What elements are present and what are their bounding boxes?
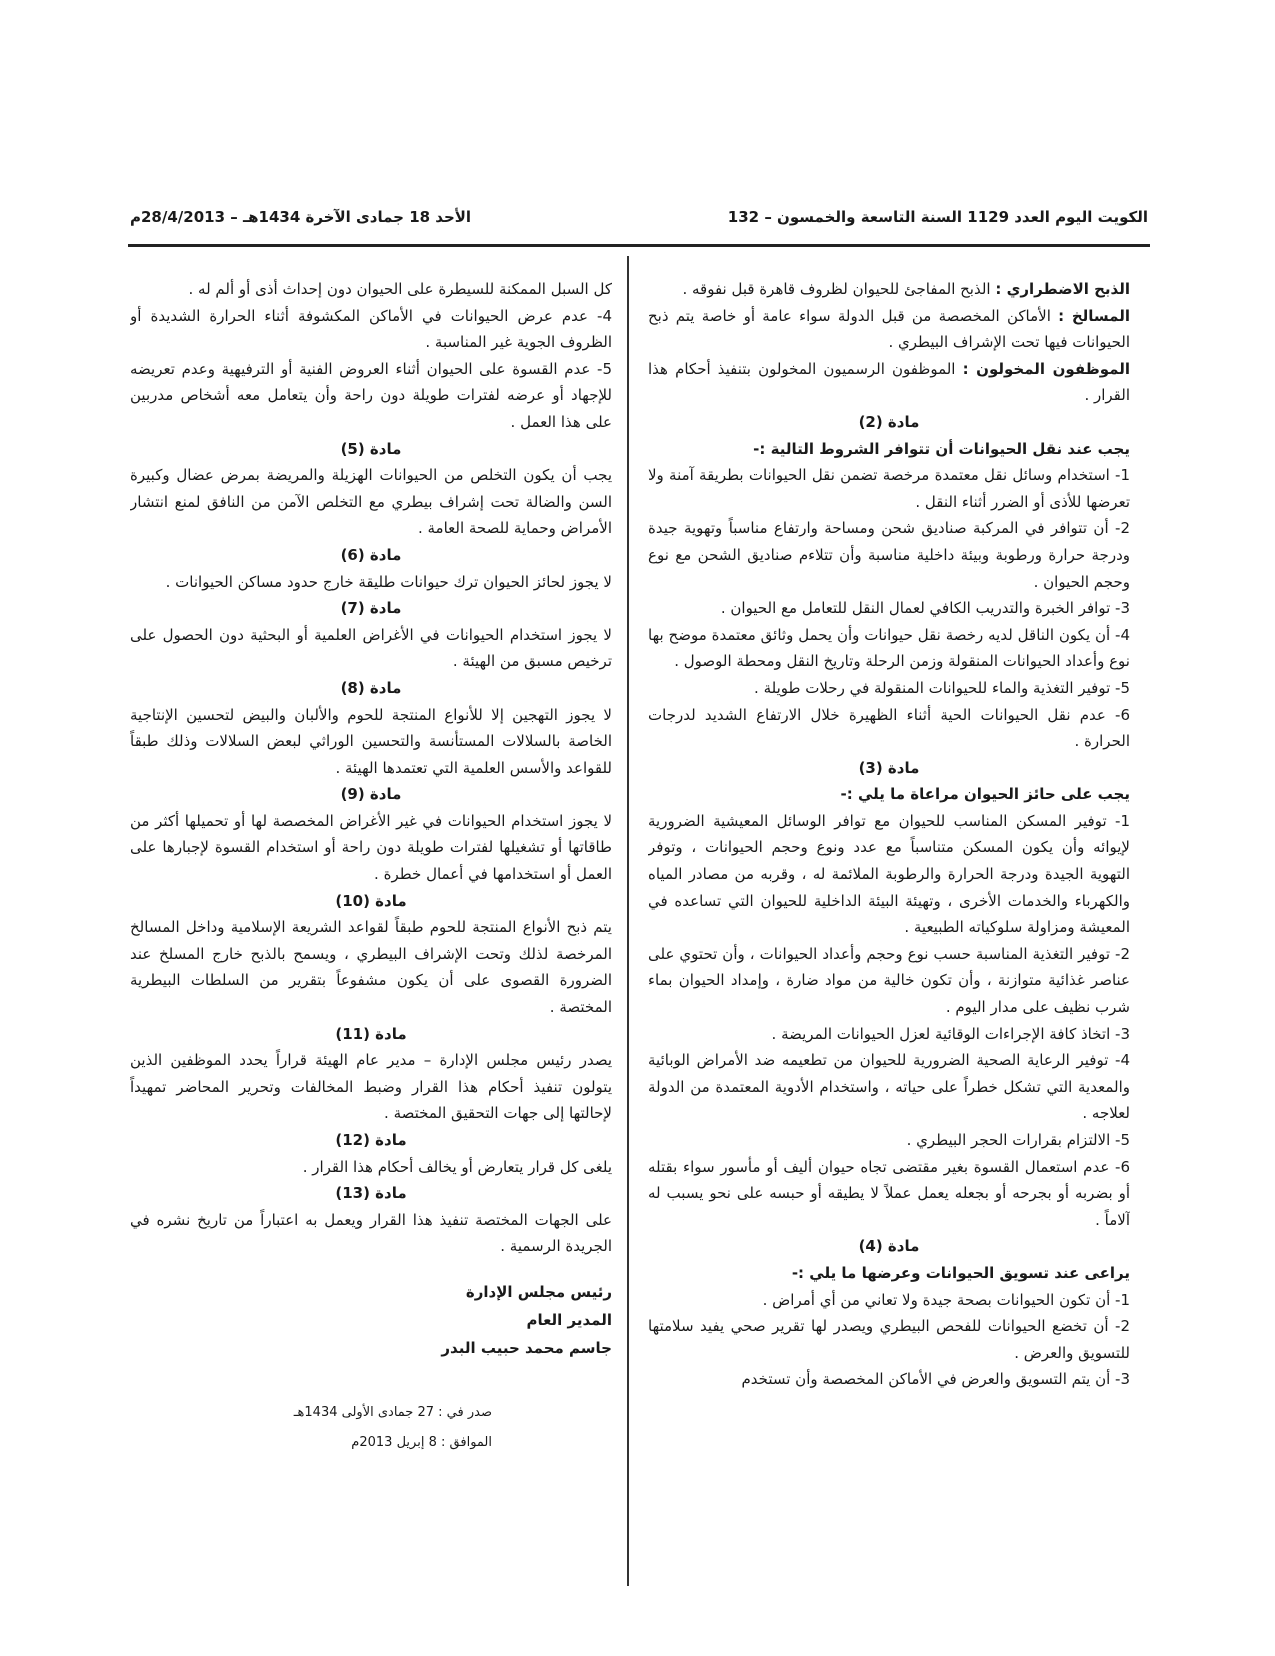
right-column bbox=[648, 276, 1130, 1656]
article-11-text: يصدر رئيس مجلس الإدارة – مدير عام الهيئة قراراً يحدد الموظفين الذين يتولون تنفيذ أحكام هذا القرار وضبط المخالفات وتحرير المحاضر تمهيداً لإحالتها إلى جهات التحقيق المختصة . bbox=[130, 1051, 612, 1123]
article-2-item: 5- توفير التغذية والماء للحيوانات المنقولة في رحلات طويلة . bbox=[754, 678, 1130, 697]
article-4-item: 5- عدم القسوة على الحيوان أثناء العروض الفنية أو الترفيهية وعدم تعريضه للإجهاد أو عرضه لفترات طويلة دون راحة وأن يتعامل معه أشخاص مدربين على هذا العمل . bbox=[130, 359, 612, 431]
issue-date-block bbox=[130, 1398, 612, 1458]
article-8-title: مادة (8) bbox=[340, 678, 402, 697]
article-9-text: لا يجوز استخدام الحيوانات في غير الأغراض المخصصة لها أو تحميلها أكثر من طاقاتها أو تشغيلها لفترات طويلة دون راحة أو استخدام القسوة لإجبارها على العمل أو استخدامها في أعمال خطرة . bbox=[130, 811, 612, 884]
article-3-item: 6- عدم استعمال القسوة بغير مقتضى تجاه حيوان أليف أو مأسور سواء بقتله أو بضربه أو بجرحه أو بجعله يعمل عملاً لا يطيقه أو حبسه على نحو يسبب له آلاماً . bbox=[648, 1157, 1130, 1229]
article-4-intro: يراعى عند تسويق الحيوانات وعرضها ما يلي :- bbox=[791, 1263, 1130, 1282]
article-2-item: 6- عدم نقل الحيوانات الحية أثناء الظهيرة خلال الارتفاع الشديد لدرجات الحرارة . bbox=[648, 705, 1130, 751]
header-date: الأحد 18 جمادى الآخرة 1434هـ – 28/4/2013م bbox=[130, 208, 472, 226]
article-12-text: يلغى كل قرار يتعارض أو يخالف أحكام هذا القرار . bbox=[302, 1157, 612, 1176]
article-3-title: مادة (3) bbox=[858, 758, 920, 777]
header-issue-info: الكويت اليوم العدد 1129 السنة التاسعة والخمسون – 132 bbox=[727, 208, 1148, 226]
article-6-text: لا يجوز لحائز الحيوان ترك حيوانات طليقة خارج حدود مساكن الحيوانات . bbox=[165, 572, 612, 591]
definition-term: المسالخ : bbox=[1058, 306, 1130, 325]
article-12-title: مادة (12) bbox=[335, 1131, 407, 1149]
article-2-item: 2- أن تتوافر في المركبة صناديق شحن ومساحة وارتفاع مناسباً وتهوية جيدة ودرجة حرارة ورطوبة وبيئة داخلية مناسبة وأن تتلاءم صناديق الشحن مع نوع وحجم الحيوان . bbox=[648, 519, 1130, 591]
article-4-item: 4- عدم عرض الحيوانات في الأماكن المكشوفة أثناء الحرارة الشديدة أو الظروف الجوية غير المناسبة . bbox=[130, 306, 612, 352]
definition-text: الأماكن المخصصة من قبل الدولة سواء عامة أو خاصة يتم ذبح الحيوانات فيها تحت الإشراف البيطري . bbox=[648, 306, 1130, 352]
article-10-title: مادة (10) bbox=[335, 891, 407, 910]
definition bbox=[648, 303, 1130, 356]
definition-text: الموظفون الرسميون المخولون بتنفيذ أحكام هذا القرار . bbox=[648, 359, 1130, 405]
left-column bbox=[130, 276, 612, 1656]
definition-text: الذبح المفاجئ للحيوان لظروف قاهرة قبل نفوقه . bbox=[682, 280, 991, 298]
article-3-intro: يجب على حائز الحيوان مراعاة ما يلي :- bbox=[840, 785, 1130, 804]
issued-hijri: صدر في : 27 جمادى الأولى 1434هـ bbox=[293, 1404, 492, 1420]
article-4-continuation: كل السبل الممكنة للسيطرة على الحيوان دون إحداث أذى أو ألم له . bbox=[188, 280, 612, 298]
article-2-item: 3- توافر الخبرة والتدريب الكافي لعمال النقل للتعامل مع الحيوان . bbox=[720, 599, 1130, 618]
article-3-item: 3- اتخاذ كافة الإجراءات الوقائية لعزل الحيوانات المريضة . bbox=[771, 1024, 1130, 1043]
article-3-item: 5- الالتزام بقرارات الحجر البيطري . bbox=[906, 1131, 1130, 1149]
article-3-item: 1- توفير المسكن المناسب للحيوان مع توافر الوسائل المعيشية الضرورية لإيوائه وأن يكون المسكن متناسباً مع عدد ونوع وحجم الحيوانات ، وتوفر التهوية الجيدة ودرجة الحرارة والرطوبة الملائمة له ، وقربه من مصادر المياه والكهرباء والخدمات الأخرى ، وتهيئة البيئة الداخلية للحيوان التي تساعده في المعيشة ومزاولة سلوكياته الطبيعية . bbox=[648, 811, 1130, 937]
article-8-text: لا يجوز التهجين إلا للأنواع المنتجة للحوم والألبان والبيض لتحسين الإنتاجية الخاصة بالسلالات المستأنسة والتحسين الوراثي لبعض السلالات وذلك طبقاً للقواعد والأسس العلمية التي تعتمدها الهيئة . bbox=[130, 705, 612, 777]
header-rule bbox=[128, 244, 1150, 247]
article-2-item: 1- استخدام وسائل نقل معتمدة مرخصة تضمن نقل الحيوانات بطريقة آمنة ولا تعرضها للأذى أو الضرر أثناء النقل . bbox=[648, 466, 1130, 511]
article-2-intro: يجب عند نقل الحيوانات أن تتوافر الشروط التالية :- bbox=[753, 439, 1130, 458]
article-5-text: يجب أن يكون التخلص من الحيوانات الهزيلة والمريضة بمرض عضال وكبيرة السن والضالة تحت إشراف بيطري مع التخلص الآمن من النافق لمنع انتشار الأمراض وحماية للصحة العامة . bbox=[130, 466, 612, 538]
article-7-title: مادة (7) bbox=[340, 599, 402, 618]
article-3-item: 2- توفير التغذية المناسبة حسب نوع وحجم وأعداد الحيوانات ، وأن تحتوي على عناصر غذائية متوازنة ، وأن تكون خالية من مواد ضارة ، وإمداد الحيوان بماء شرب نظيف على مدار اليوم . bbox=[648, 944, 1130, 1017]
article-13-text: على الجهات المختصة تنفيذ هذا القرار ويعمل به اعتباراً من تاريخ نشره في الجريدة الرسمية . bbox=[130, 1210, 612, 1256]
signature-role: المدير العام bbox=[526, 1310, 612, 1329]
article-3-item: 4- توفير الرعاية الصحية الضرورية للحيوان من تطعيمه ضد الأمراض الوبائية والمعدية التي تشكل خطراً على حياته ، واستخدام الأدوية المعتمدة من الدولة لعلاجه . bbox=[648, 1051, 1130, 1123]
article-13-title: مادة (13) bbox=[335, 1184, 407, 1203]
article-4-title: مادة (4) bbox=[858, 1237, 920, 1256]
article-6-title: مادة (6) bbox=[340, 545, 402, 564]
article-2-item: 4- أن يكون الناقل لديه رخصة نقل حيوانات وأن يحمل وثائق معتمدة موضح بها نوع وأعداد الحيوانات المنقولة وزمن الرحلة وتاريخ النقل ومحطة الوصول . bbox=[648, 625, 1130, 671]
page-header bbox=[130, 208, 1148, 236]
article-4-item: 1- أن تكون الحيوانات بصحة جيدة ولا تعاني من أي أمراض . bbox=[762, 1290, 1130, 1309]
article-9-title: مادة (9) bbox=[340, 785, 402, 804]
article-2-title: مادة (2) bbox=[858, 412, 920, 431]
signature-block bbox=[130, 1278, 612, 1362]
issued-gregorian: الموافق : 8 إبريل 2013م bbox=[351, 1434, 492, 1450]
definition-term: الذبح الاضطراري : bbox=[995, 280, 1130, 298]
article-7-text: لا يجوز استخدام الحيوانات في الأغراض العلمية أو البحثية دون الحصول على ترخيص مسبق من الهيئة . bbox=[130, 625, 612, 671]
article-4-item: 2- أن تخضع الحيوانات للفحص البيطري ويصدر لها تقرير صحي يفيد سلامتها للتسويق والعرض . bbox=[648, 1317, 1130, 1362]
article-10-text: يتم ذبح الأنواع المنتجة للحوم طبقاً لقواعد الشريعة الإسلامية وداخل المسالخ المرخصة لذلك وتحت الإشراف البيطري ، ويسمح بالذبح خارج المسلخ عند الضرورة القصوى على أن يكون مشفوعاً بتقرير من السلطات البيطرية المختصة . bbox=[130, 918, 612, 1017]
definition-term: الموظفون المخولون : bbox=[962, 359, 1130, 378]
article-4-item: 3- أن يتم التسويق والعرض في الأماكن المخصصة وأن تستخدم bbox=[741, 1370, 1130, 1389]
column-divider bbox=[627, 256, 629, 1586]
definition bbox=[648, 356, 1130, 409]
article-11-title: مادة (11) bbox=[335, 1024, 407, 1043]
definition bbox=[648, 276, 1130, 303]
signature-name: جاسم محمد حبيب البدر bbox=[441, 1338, 612, 1357]
article-5-title: مادة (5) bbox=[340, 439, 402, 458]
signature-title: رئيس مجلس الإدارة bbox=[465, 1282, 612, 1301]
